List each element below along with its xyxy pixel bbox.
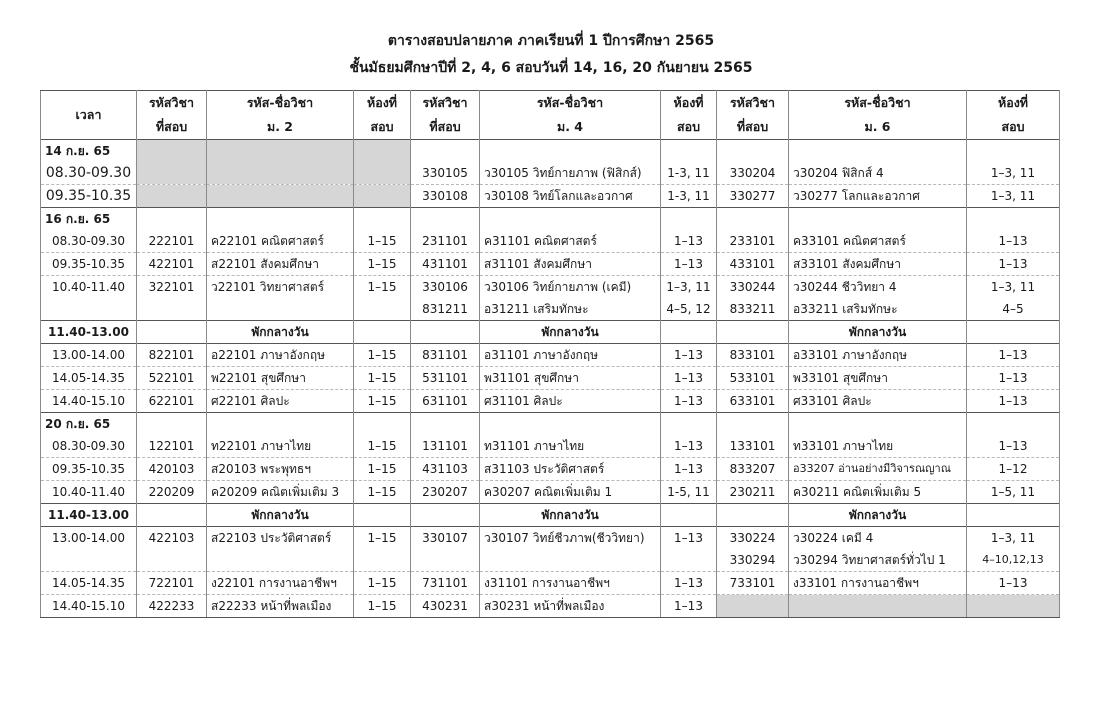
room-cell: 1–12 [967,458,1060,481]
code-cell: 431103 [411,458,480,481]
code-cell: 131101 [411,435,480,458]
subject-cell: ส31101 สังคมศึกษา [480,253,661,276]
code-cell: 220209 [137,481,207,504]
subject-cell: ว30294 วิทยาศาสตร์ทั่วไป 1 [789,549,967,572]
header-room-m6-line2: สอบ [967,115,1060,140]
time-cell: 09.35-10.35 [41,253,137,276]
day-label: 14 ก.ย. 65 [41,140,137,163]
room-cell: 1–3, 11 [967,185,1060,208]
table-row [41,572,1060,595]
time-cell: 13.00-14.00 [41,344,137,367]
subject-cell: ว30224 เคมี 4 [789,527,967,550]
document-title: ตารางสอบปลายภาค ภาคเรียนที่ 1 ปีการศึกษา 2565 [387,33,715,49]
code-cell: 833211 [717,298,789,321]
room-cell: 1–13 [967,390,1060,413]
table-row [41,344,1060,367]
header-room-m2: ห้องที่ [354,91,411,116]
time-cell: 10.40-11.40 [41,276,137,299]
header-room-m2-line2: สอบ [354,115,411,140]
subject-cell: ส22233 หน้าที่พลเมือง [207,595,354,618]
day-row [41,208,1060,231]
room-cell: 1–13 [661,367,717,390]
header-subject-m2: รหัส-ชื่อวิชา [207,91,354,116]
subject-cell: ค30211 คณิตเพิ่มเติม 5 [789,481,967,504]
code-cell: 330108 [411,185,480,208]
header-code-m2-line2: ที่สอบ [137,115,207,140]
header-room-m4-line2: สอบ [661,115,717,140]
header-room-m6: ห้องที่ [967,91,1060,116]
room-cell: 1–15 [354,276,411,299]
header-code-m6: รหัสวิชา [717,91,789,116]
time-cell: 08.30-09.30 [41,162,137,185]
code-cell: 330244 [717,276,789,299]
room-cell: 1–13 [967,572,1060,595]
code-cell: 533101 [717,367,789,390]
subject-cell: ค30207 คณิตเพิ่มเติม 1 [480,481,661,504]
code-cell: 531101 [411,367,480,390]
header-time: เวลา [41,91,137,140]
subject-cell: อ33207 อ่านอย่างมีวิจารณญาณ [789,458,967,481]
room-cell: 1–15 [354,344,411,367]
header-room-m4: ห้องที่ [661,91,717,116]
lunch-row [41,504,1060,527]
room-cell: 1–13 [661,458,717,481]
subject-cell: ท22101 ภาษาไทย [207,435,354,458]
code-cell: 433101 [717,253,789,276]
subject-cell: ค20209 คณิตเพิ่มเติม 3 [207,481,354,504]
subject-cell: ส20103 พระพุทธฯ [207,458,354,481]
code-cell: 133101 [717,435,789,458]
code-cell: 330277 [717,185,789,208]
header-subject-m4: รหัส-ชื่อวิชา [480,91,661,116]
subject-cell: อ33211 เสริมทักษะ [789,298,967,321]
header-code-m6-line2: ที่สอบ [717,115,789,140]
room-cell: 1–13 [661,344,717,367]
subject-cell: อ22101 ภาษาอังกฤษ [207,344,354,367]
time-cell: 14.05-14.35 [41,367,137,390]
room-cell: 1–15 [354,230,411,253]
table-row [41,458,1060,481]
code-cell: 833101 [717,344,789,367]
subject-cell: ง33101 การงานอาชีพฯ [789,572,967,595]
code-cell: 422233 [137,595,207,618]
lunch-label: พักกลางวัน [789,321,967,344]
time-cell: 08.30-09.30 [41,435,137,458]
document-subtitle: ชั้นมัธยมศึกษาปีที่ 2, 4, 6 สอบวันที่ 14, 16, 20 กันยายน 2565 [349,60,753,76]
subject-cell: พ33101 สุขศึกษา [789,367,967,390]
code-cell: 733101 [717,572,789,595]
code-cell: 230211 [717,481,789,504]
code-cell: 230207 [411,481,480,504]
room-cell: 1–3, 11 [967,162,1060,185]
code-cell: 831211 [411,298,480,321]
day-label: 20 ก.ย. 65 [41,413,137,436]
room-cell: 1–13 [661,595,717,618]
subject-cell: ว30108 วิทย์โลกและอวกาศ [480,185,661,208]
subject-cell: ส31103 ประวัติศาสตร์ [480,458,661,481]
time-cell: 09.35-10.35 [41,458,137,481]
code-cell: 522101 [137,367,207,390]
table-row [41,162,1060,185]
lunch-label: พักกลางวัน [480,321,661,344]
code-cell: 322101 [137,276,207,299]
code-cell: 330204 [717,162,789,185]
code-cell: 822101 [137,344,207,367]
table-row [41,527,1060,550]
room-cell: 1–5, 11 [967,481,1060,504]
code-cell: 122101 [137,435,207,458]
room-cell: 4–10,12,13 [967,549,1060,572]
room-cell: 1–13 [967,367,1060,390]
lunch-label: พักกลางวัน [480,504,661,527]
lunch-label: พักกลางวัน [207,504,354,527]
table-row [41,253,1060,276]
code-cell: 422103 [137,527,207,550]
code-cell: 420103 [137,458,207,481]
header-code-m2: รหัสวิชา [137,91,207,116]
header-code-m4: รหัสวิชา [411,91,480,116]
table-row [41,367,1060,390]
subject-cell: ค33101 คณิตศาสตร์ [789,230,967,253]
room-cell: 1-3, 11 [661,185,717,208]
room-cell: 1–3, 11 [967,276,1060,299]
day-label: 16 ก.ย. 65 [41,208,137,231]
subject-cell: ท33101 ภาษาไทย [789,435,967,458]
subject-cell: ศ33101 ศิลปะ [789,390,967,413]
code-cell: 330105 [411,162,480,185]
code-cell: 431101 [411,253,480,276]
header-grade-m4: ม. 4 [480,115,661,140]
room-cell: 1–13 [967,344,1060,367]
table-row [41,549,1060,572]
subject-cell: พ31101 สุขศึกษา [480,367,661,390]
subject-cell: ว22101 วิทยาศาสตร์ [207,276,354,299]
room-cell: 1–13 [967,230,1060,253]
lunch-label: พักกลางวัน [789,504,967,527]
subject-cell: อ31101 ภาษาอังกฤษ [480,344,661,367]
time-cell: 10.40-11.40 [41,481,137,504]
code-cell: 222101 [137,230,207,253]
room-cell: 4–5 [967,298,1060,321]
subject-cell: ว30277 โลกและอวกาศ [789,185,967,208]
table-row [41,298,1060,321]
room-cell: 1–15 [354,435,411,458]
code-cell: 233101 [717,230,789,253]
subject-cell: อ33101 ภาษาอังกฤษ [789,344,967,367]
code-cell: 831101 [411,344,480,367]
subject-cell: พ22101 สุขศึกษา [207,367,354,390]
exam-schedule-table [40,90,1060,618]
table-row [41,185,1060,208]
room-cell: 1-3, 11 [661,162,717,185]
room-cell: 1–13 [967,435,1060,458]
table-header-row [41,91,1060,116]
header-grade-m2: ม. 2 [207,115,354,140]
room-cell: 1–13 [661,253,717,276]
room-cell: 1–3, 11 [661,276,717,299]
subject-cell: ส22103 ประวัติศาสตร์ [207,527,354,550]
time-cell: 14.05-14.35 [41,572,137,595]
subject-cell: อ31211 เสริมทักษะ [480,298,661,321]
room-cell: 1–15 [354,367,411,390]
room-cell: 1–15 [354,253,411,276]
room-cell: 1–13 [661,390,717,413]
subject-cell: ส30231 หน้าที่พลเมือง [480,595,661,618]
code-cell: 722101 [137,572,207,595]
table-row [41,390,1060,413]
room-cell: 1–15 [354,481,411,504]
lunch-label: พักกลางวัน [207,321,354,344]
code-cell: 231101 [411,230,480,253]
subject-cell: ค22101 คณิตศาสตร์ [207,230,354,253]
time-cell: 09.35-10.35 [41,185,137,208]
day-row [41,413,1060,436]
code-cell: 330294 [717,549,789,572]
room-cell: 1–13 [661,435,717,458]
code-cell: 633101 [717,390,789,413]
subject-cell: ง31101 การงานอาชีพฯ [480,572,661,595]
code-cell: 833207 [717,458,789,481]
table-header-row [41,115,1060,140]
subject-cell: ส33101 สังคมศึกษา [789,253,967,276]
time-cell: 08.30-09.30 [41,230,137,253]
header-grade-m6: ม. 6 [789,115,967,140]
room-cell: 1–3, 11 [967,527,1060,550]
subject-cell: ค31101 คณิตศาสตร์ [480,230,661,253]
header-code-m4-line2: ที่สอบ [411,115,480,140]
table-row [41,481,1060,504]
code-cell: 430231 [411,595,480,618]
room-cell: 1–15 [354,458,411,481]
day-row [41,140,1060,163]
subject-cell: ว30244 ชีววิทยา 4 [789,276,967,299]
room-cell: 1–13 [661,230,717,253]
code-cell: 330106 [411,276,480,299]
subject-cell: ศ31101 ศิลปะ [480,390,661,413]
code-cell: 330224 [717,527,789,550]
time-cell: 11.40-13.00 [41,321,137,344]
room-cell: 1–15 [354,390,411,413]
time-cell: 13.00-14.00 [41,527,137,550]
room-cell: 1-5, 11 [661,481,717,504]
subject-cell: ศ22101 ศิลปะ [207,390,354,413]
room-cell: 1–13 [661,527,717,550]
subject-cell: ส22101 สังคมศึกษา [207,253,354,276]
room-cell: 1–15 [354,527,411,550]
table-row [41,595,1060,618]
subject-cell: ง22101 การงานอาชีพฯ [207,572,354,595]
table-row [41,276,1060,299]
table-row [41,230,1060,253]
room-cell: 1–13 [661,572,717,595]
time-cell: 11.40-13.00 [41,504,137,527]
code-cell: 422101 [137,253,207,276]
time-cell: 14.40-15.10 [41,390,137,413]
time-cell: 14.40-15.10 [41,595,137,618]
table-row [41,435,1060,458]
code-cell: 330107 [411,527,480,550]
room-cell: 1–15 [354,572,411,595]
room-cell: 1–13 [967,253,1060,276]
subject-cell: ว30107 วิทย์ชีวภาพ(ชีววิทยา) [480,527,661,550]
code-cell: 731101 [411,572,480,595]
subject-cell: ท31101 ภาษาไทย [480,435,661,458]
code-cell: 622101 [137,390,207,413]
lunch-row [41,321,1060,344]
subject-cell: ว30204 ฟิสิกส์ 4 [789,162,967,185]
code-cell: 631101 [411,390,480,413]
room-cell: 4–5, 12 [661,298,717,321]
subject-cell: ว30106 วิทย์กายภาพ (เคมี) [480,276,661,299]
subject-cell: ว30105 วิทย์กายภาพ (ฟิสิกส์) [480,162,661,185]
header-subject-m6: รหัส-ชื่อวิชา [789,91,967,116]
room-cell: 1–15 [354,595,411,618]
